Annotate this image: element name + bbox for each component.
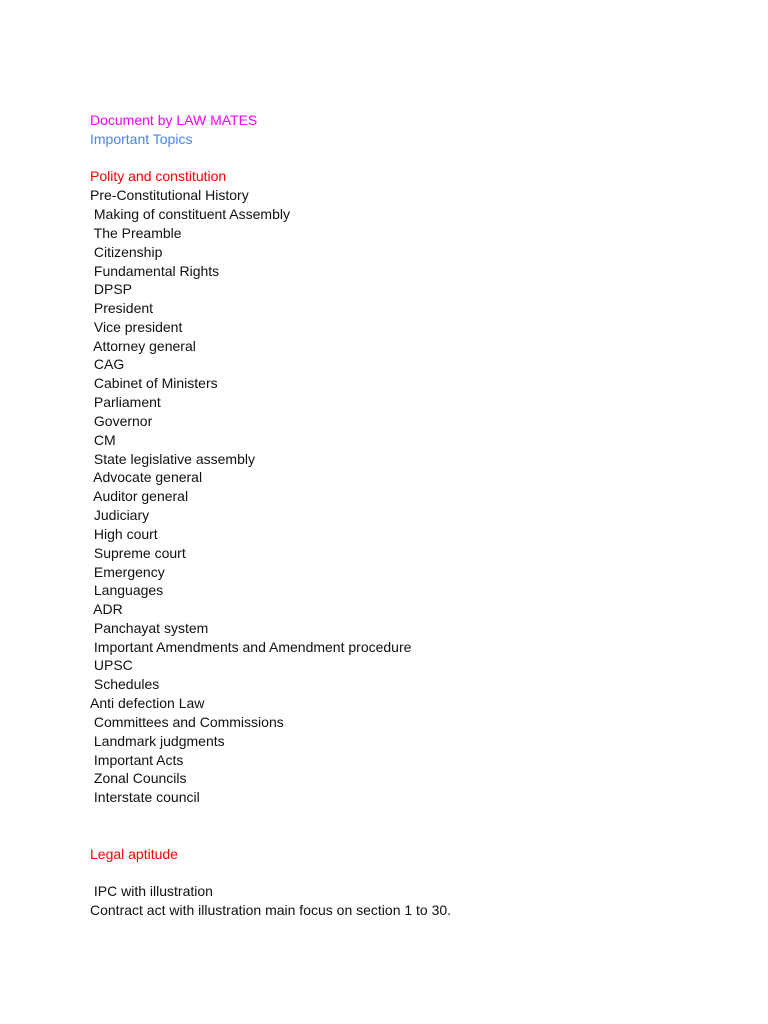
topic-item: Advocate general — [90, 469, 203, 485]
topic-item: Schedules — [90, 676, 160, 692]
topic-item: Parliament — [90, 394, 161, 410]
topic-item: IPC with illustration — [90, 883, 213, 899]
topic-item: ADR — [90, 601, 123, 617]
topic-item: Panchayat system — [90, 620, 209, 636]
topic-item: Zonal Councils — [90, 770, 187, 786]
topic-item: Fundamental Rights — [90, 263, 220, 279]
topic-item: Vice president — [90, 319, 183, 335]
topic-item: Interstate council — [90, 789, 200, 805]
topic-item: DPSP — [90, 281, 133, 297]
topic-item: High court — [90, 526, 158, 542]
document-title: Document by LAW MATES — [90, 112, 258, 128]
topic-item: Supreme court — [90, 545, 186, 561]
topic-item: Landmark judgments — [90, 733, 225, 749]
topic-item: Languages — [90, 582, 164, 598]
topic-item: Attorney general — [90, 338, 196, 354]
topic-item: UPSC — [90, 657, 133, 673]
topic-item: Governor — [90, 413, 153, 429]
topic-item: Emergency — [90, 564, 165, 580]
topic-item: Citizenship — [90, 244, 163, 260]
topic-item: Cabinet of Ministers — [90, 375, 218, 391]
topic-item: Important Acts — [90, 752, 184, 768]
section-heading-legal-aptitude: Legal aptitude — [90, 846, 178, 862]
topic-item: Making of constituent Assembly — [90, 206, 290, 222]
topic-item: The Preamble — [90, 225, 182, 241]
topic-item: President — [90, 300, 154, 316]
topic-item: Committees and Commissions — [90, 714, 284, 730]
topic-item: Judiciary — [90, 507, 150, 523]
topic-item: Contract act with illustration main focus on section 1 to 30. — [90, 902, 452, 918]
topic-item: State legislative assembly — [90, 451, 255, 467]
document-subtitle: Important Topics — [90, 131, 193, 147]
topic-item: CM — [90, 432, 116, 448]
topic-item: Important Amendments and Amendment procedure — [90, 639, 412, 655]
topic-item: Pre-Constitutional History — [90, 187, 249, 203]
topic-item: Auditor general — [90, 488, 189, 504]
topic-item: CAG — [90, 356, 125, 372]
topic-item: Anti defection Law — [90, 695, 205, 711]
section-heading-polity: Polity and constitution — [90, 168, 227, 184]
